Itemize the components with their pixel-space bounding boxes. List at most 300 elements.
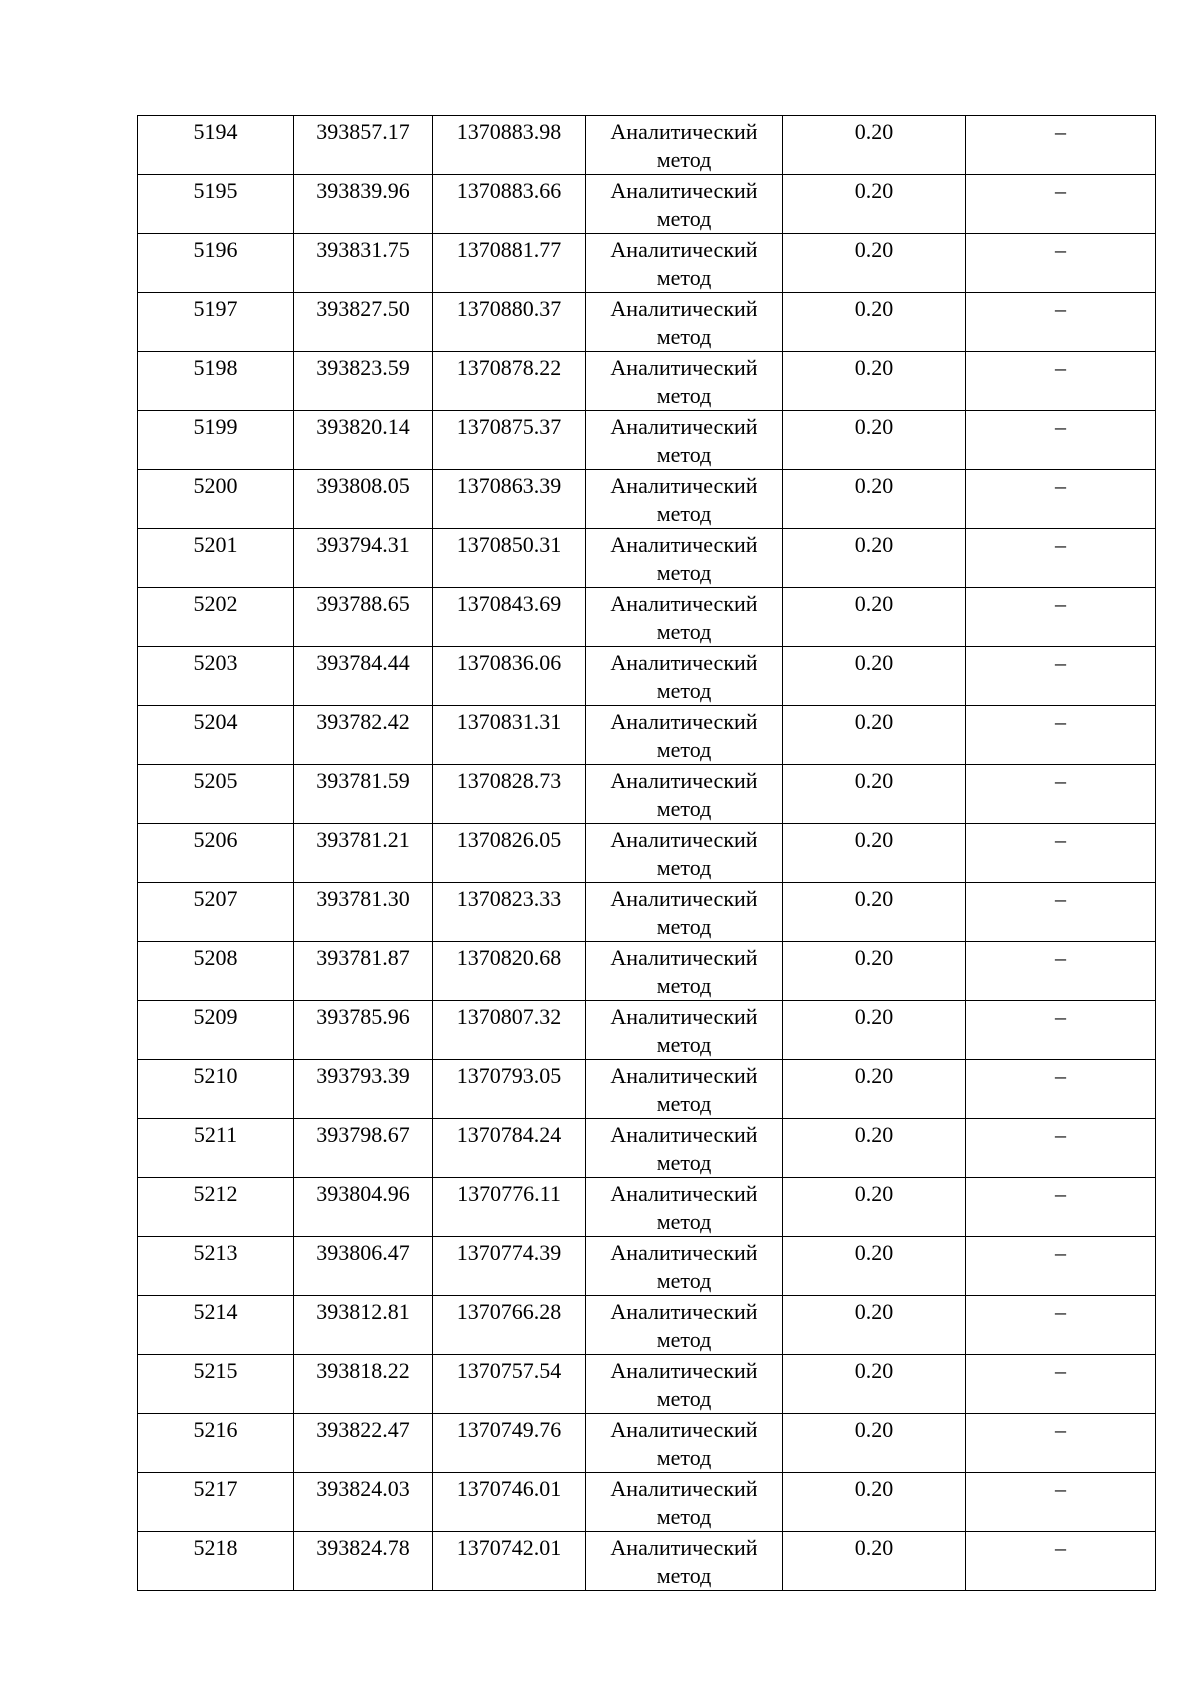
x-coordinate-cell-text: 393794.31 <box>316 532 410 557</box>
method-cell-text: Аналитический метод <box>610 1004 758 1057</box>
note-cell-text: – <box>1055 945 1066 970</box>
note-cell <box>966 883 1156 942</box>
note-cell-text: – <box>1055 532 1066 557</box>
y-coordinate-cell <box>433 116 586 175</box>
y-coordinate-cell <box>433 411 586 470</box>
note-cell-text: – <box>1055 296 1066 321</box>
y-coordinate-cell <box>433 1355 586 1414</box>
accuracy-cell-text: 0.20 <box>854 473 894 498</box>
coordinates-table <box>137 115 1156 1591</box>
table-row <box>138 1355 1156 1414</box>
table-row <box>138 1060 1156 1119</box>
y-coordinate-cell-text: 1370776.11 <box>457 1181 561 1206</box>
y-coordinate-cell <box>433 1237 586 1296</box>
y-coordinate-cell <box>433 588 586 647</box>
method-cell <box>586 293 783 352</box>
method-cell <box>586 1178 783 1237</box>
point-number-cell-text: 5198 <box>193 355 238 380</box>
method-cell <box>586 352 783 411</box>
method-cell-text: Аналитический метод <box>610 1358 758 1411</box>
x-coordinate-cell-text: 393804.96 <box>316 1181 410 1206</box>
x-coordinate-cell <box>294 529 433 588</box>
accuracy-cell-text: 0.20 <box>854 827 894 852</box>
accuracy-cell <box>783 1296 966 1355</box>
note-cell <box>966 1355 1156 1414</box>
accuracy-cell <box>783 1237 966 1296</box>
note-cell <box>966 116 1156 175</box>
y-coordinate-cell-text: 1370823.33 <box>456 886 562 911</box>
table-row <box>138 234 1156 293</box>
method-cell-text: Аналитический метод <box>610 119 758 172</box>
point-number-cell-text: 5194 <box>193 119 238 144</box>
x-coordinate-cell <box>294 1296 433 1355</box>
y-coordinate-cell-text: 1370875.37 <box>456 414 562 439</box>
point-number-cell-text: 5206 <box>193 827 238 852</box>
note-cell <box>966 1001 1156 1060</box>
y-coordinate-cell-text: 1370863.39 <box>456 473 562 498</box>
accuracy-cell-text: 0.20 <box>854 1240 894 1265</box>
table-row <box>138 706 1156 765</box>
y-coordinate-cell <box>433 1178 586 1237</box>
point-number-cell <box>138 1237 294 1296</box>
point-number-cell <box>138 529 294 588</box>
y-coordinate-cell-text: 1370850.31 <box>456 532 562 557</box>
accuracy-cell-text: 0.20 <box>854 945 894 970</box>
accuracy-cell-text: 0.20 <box>854 532 894 557</box>
y-coordinate-cell <box>433 234 586 293</box>
table-row <box>138 1473 1156 1532</box>
accuracy-cell-text: 0.20 <box>854 414 894 439</box>
method-cell-text: Аналитический метод <box>610 1122 758 1175</box>
accuracy-cell <box>783 706 966 765</box>
accuracy-cell <box>783 647 966 706</box>
table-row <box>138 883 1156 942</box>
method-cell-text: Аналитический метод <box>610 1299 758 1352</box>
x-coordinate-cell <box>294 765 433 824</box>
point-number-cell-text: 5211 <box>193 1122 238 1147</box>
method-cell-text: Аналитический метод <box>610 1240 758 1293</box>
y-coordinate-cell-text: 1370880.37 <box>456 296 562 321</box>
method-cell-text: Аналитический метод <box>610 532 758 585</box>
note-cell-text: – <box>1055 1181 1066 1206</box>
x-coordinate-cell <box>294 1532 433 1591</box>
x-coordinate-cell-text: 393788.65 <box>316 591 410 616</box>
note-cell <box>966 411 1156 470</box>
point-number-cell-text: 5209 <box>193 1004 238 1029</box>
y-coordinate-cell-text: 1370878.22 <box>456 355 562 380</box>
y-coordinate-cell <box>433 1296 586 1355</box>
x-coordinate-cell <box>294 883 433 942</box>
method-cell <box>586 1119 783 1178</box>
table-row <box>138 1001 1156 1060</box>
y-coordinate-cell-text: 1370749.76 <box>456 1417 562 1442</box>
point-number-cell <box>138 470 294 529</box>
point-number-cell <box>138 1119 294 1178</box>
point-number-cell-text: 5202 <box>193 591 238 616</box>
x-coordinate-cell-text: 393793.39 <box>316 1063 410 1088</box>
point-number-cell <box>138 706 294 765</box>
accuracy-cell-text: 0.20 <box>854 1358 894 1383</box>
note-cell-text: – <box>1055 1299 1066 1324</box>
method-cell <box>586 1473 783 1532</box>
point-number-cell-text: 5199 <box>193 414 238 439</box>
method-cell-text: Аналитический метод <box>610 650 758 703</box>
x-coordinate-cell-text: 393798.67 <box>316 1122 410 1147</box>
accuracy-cell <box>783 1060 966 1119</box>
point-number-cell-text: 5205 <box>193 768 238 793</box>
method-cell-text: Аналитический метод <box>610 1476 758 1529</box>
method-cell <box>586 116 783 175</box>
method-cell <box>586 1532 783 1591</box>
x-coordinate-cell-text: 393781.87 <box>316 945 410 970</box>
accuracy-cell-text: 0.20 <box>854 355 894 380</box>
y-coordinate-cell <box>433 883 586 942</box>
accuracy-cell <box>783 175 966 234</box>
x-coordinate-cell <box>294 1355 433 1414</box>
accuracy-cell-text: 0.20 <box>854 1476 894 1501</box>
table-row <box>138 293 1156 352</box>
point-number-cell-text: 5200 <box>193 473 238 498</box>
accuracy-cell-text: 0.20 <box>854 1181 894 1206</box>
y-coordinate-cell <box>433 765 586 824</box>
y-coordinate-cell-text: 1370831.31 <box>456 709 562 734</box>
x-coordinate-cell <box>294 1414 433 1473</box>
table-row <box>138 1237 1156 1296</box>
method-cell <box>586 883 783 942</box>
note-cell-text: – <box>1055 1240 1066 1265</box>
x-coordinate-cell <box>294 293 433 352</box>
method-cell <box>586 234 783 293</box>
accuracy-cell-text: 0.20 <box>854 296 894 321</box>
y-coordinate-cell <box>433 942 586 1001</box>
note-cell <box>966 765 1156 824</box>
note-cell <box>966 1414 1156 1473</box>
note-cell <box>966 470 1156 529</box>
point-number-cell <box>138 234 294 293</box>
method-cell <box>586 1355 783 1414</box>
point-number-cell-text: 5217 <box>193 1476 238 1501</box>
note-cell-text: – <box>1055 1535 1066 1560</box>
method-cell <box>586 1414 783 1473</box>
y-coordinate-cell <box>433 1119 586 1178</box>
method-cell-text: Аналитический метод <box>610 414 758 467</box>
note-cell <box>966 1532 1156 1591</box>
y-coordinate-cell <box>433 470 586 529</box>
y-coordinate-cell-text: 1370826.05 <box>456 827 562 852</box>
point-number-cell-text: 5213 <box>193 1240 238 1265</box>
x-coordinate-cell <box>294 1178 433 1237</box>
point-number-cell-text: 5207 <box>193 886 238 911</box>
note-cell-text: – <box>1055 119 1066 144</box>
accuracy-cell <box>783 293 966 352</box>
y-coordinate-cell-text: 1370784.24 <box>456 1122 562 1147</box>
x-coordinate-cell-text: 393781.21 <box>316 827 410 852</box>
table-row <box>138 116 1156 175</box>
note-cell <box>966 588 1156 647</box>
note-cell-text: – <box>1055 1004 1066 1029</box>
method-cell <box>586 765 783 824</box>
method-cell <box>586 529 783 588</box>
x-coordinate-cell-text: 393822.47 <box>316 1417 410 1442</box>
method-cell-text: Аналитический метод <box>610 886 758 939</box>
note-cell <box>966 1237 1156 1296</box>
note-cell-text: – <box>1055 414 1066 439</box>
table-row <box>138 1414 1156 1473</box>
accuracy-cell <box>783 1001 966 1060</box>
method-cell <box>586 588 783 647</box>
point-number-cell-text: 5218 <box>193 1535 238 1560</box>
point-number-cell-text: 5215 <box>193 1358 238 1383</box>
note-cell <box>966 1060 1156 1119</box>
accuracy-cell <box>783 588 966 647</box>
method-cell-text: Аналитический метод <box>610 945 758 998</box>
point-number-cell <box>138 1473 294 1532</box>
y-coordinate-cell-text: 1370836.06 <box>456 650 562 675</box>
accuracy-cell <box>783 1178 966 1237</box>
x-coordinate-cell-text: 393827.50 <box>316 296 410 321</box>
accuracy-cell <box>783 529 966 588</box>
y-coordinate-cell-text: 1370807.32 <box>456 1004 562 1029</box>
point-number-cell <box>138 411 294 470</box>
y-coordinate-cell-text: 1370843.69 <box>456 591 562 616</box>
accuracy-cell <box>783 1414 966 1473</box>
y-coordinate-cell <box>433 1414 586 1473</box>
point-number-cell-text: 5204 <box>193 709 238 734</box>
accuracy-cell-text: 0.20 <box>854 1535 894 1560</box>
y-coordinate-cell-text: 1370746.01 <box>456 1476 562 1501</box>
point-number-cell <box>138 1296 294 1355</box>
note-cell-text: – <box>1055 237 1066 262</box>
method-cell <box>586 1001 783 1060</box>
accuracy-cell-text: 0.20 <box>854 1299 894 1324</box>
accuracy-cell <box>783 1532 966 1591</box>
point-number-cell-text: 5203 <box>193 650 238 675</box>
y-coordinate-cell <box>433 647 586 706</box>
method-cell-text: Аналитический метод <box>610 1063 758 1116</box>
note-cell-text: – <box>1055 1122 1066 1147</box>
x-coordinate-cell-text: 393784.44 <box>316 650 410 675</box>
x-coordinate-cell-text: 393785.96 <box>316 1004 410 1029</box>
note-cell-text: – <box>1055 178 1066 203</box>
x-coordinate-cell-text: 393782.42 <box>316 709 410 734</box>
y-coordinate-cell-text: 1370757.54 <box>456 1358 562 1383</box>
x-coordinate-cell-text: 393831.75 <box>316 237 410 262</box>
method-cell <box>586 175 783 234</box>
accuracy-cell <box>783 234 966 293</box>
note-cell <box>966 175 1156 234</box>
accuracy-cell <box>783 1355 966 1414</box>
method-cell <box>586 1296 783 1355</box>
note-cell-text: – <box>1055 886 1066 911</box>
table-row <box>138 529 1156 588</box>
accuracy-cell <box>783 824 966 883</box>
x-coordinate-cell-text: 393781.59 <box>316 768 410 793</box>
method-cell <box>586 1237 783 1296</box>
y-coordinate-cell <box>433 1060 586 1119</box>
accuracy-cell <box>783 411 966 470</box>
accuracy-cell-text: 0.20 <box>854 178 894 203</box>
note-cell <box>966 352 1156 411</box>
note-cell <box>966 942 1156 1001</box>
note-cell <box>966 1473 1156 1532</box>
accuracy-cell-text: 0.20 <box>854 886 894 911</box>
x-coordinate-cell <box>294 1237 433 1296</box>
y-coordinate-cell <box>433 1001 586 1060</box>
note-cell-text: – <box>1055 1063 1066 1088</box>
method-cell <box>586 411 783 470</box>
method-cell-text: Аналитический метод <box>610 827 758 880</box>
method-cell-text: Аналитический метод <box>610 355 758 408</box>
table-body <box>138 116 1156 1591</box>
method-cell-text: Аналитический метод <box>610 1181 758 1234</box>
point-number-cell <box>138 116 294 175</box>
x-coordinate-cell <box>294 1119 433 1178</box>
point-number-cell <box>138 1532 294 1591</box>
x-coordinate-cell <box>294 1001 433 1060</box>
note-cell-text: – <box>1055 827 1066 852</box>
y-coordinate-cell-text: 1370881.77 <box>456 237 562 262</box>
x-coordinate-cell <box>294 1473 433 1532</box>
accuracy-cell <box>783 1119 966 1178</box>
x-coordinate-cell <box>294 175 433 234</box>
x-coordinate-cell <box>294 234 433 293</box>
note-cell <box>966 293 1156 352</box>
note-cell <box>966 1119 1156 1178</box>
table-row <box>138 942 1156 1001</box>
note-cell-text: – <box>1055 355 1066 380</box>
x-coordinate-cell <box>294 1060 433 1119</box>
method-cell <box>586 706 783 765</box>
accuracy-cell <box>783 883 966 942</box>
method-cell-text: Аналитический метод <box>610 1535 758 1588</box>
point-number-cell <box>138 1355 294 1414</box>
note-cell-text: – <box>1055 591 1066 616</box>
x-coordinate-cell <box>294 588 433 647</box>
x-coordinate-cell-text: 393823.59 <box>316 355 410 380</box>
x-coordinate-cell <box>294 470 433 529</box>
point-number-cell <box>138 883 294 942</box>
y-coordinate-cell <box>433 293 586 352</box>
accuracy-cell-text: 0.20 <box>854 1122 894 1147</box>
point-number-cell-text: 5208 <box>193 945 238 970</box>
note-cell <box>966 529 1156 588</box>
table-row <box>138 1178 1156 1237</box>
point-number-cell-text: 5201 <box>193 532 238 557</box>
y-coordinate-cell-text: 1370766.28 <box>456 1299 562 1324</box>
point-number-cell-text: 5195 <box>193 178 238 203</box>
method-cell-text: Аналитический метод <box>610 296 758 349</box>
x-coordinate-cell-text: 393857.17 <box>316 119 410 144</box>
y-coordinate-cell-text: 1370774.39 <box>456 1240 562 1265</box>
point-number-cell <box>138 942 294 1001</box>
point-number-cell-text: 5214 <box>193 1299 238 1324</box>
y-coordinate-cell-text: 1370820.68 <box>456 945 562 970</box>
table-row <box>138 352 1156 411</box>
point-number-cell-text: 5196 <box>193 237 238 262</box>
x-coordinate-cell-text: 393781.30 <box>316 886 410 911</box>
x-coordinate-cell <box>294 824 433 883</box>
y-coordinate-cell-text: 1370793.05 <box>456 1063 562 1088</box>
point-number-cell <box>138 1060 294 1119</box>
note-cell <box>966 824 1156 883</box>
note-cell-text: – <box>1055 1358 1066 1383</box>
point-number-cell <box>138 1178 294 1237</box>
table-row <box>138 470 1156 529</box>
y-coordinate-cell <box>433 706 586 765</box>
accuracy-cell-text: 0.20 <box>854 1063 894 1088</box>
accuracy-cell <box>783 1473 966 1532</box>
method-cell <box>586 470 783 529</box>
accuracy-cell <box>783 470 966 529</box>
point-number-cell <box>138 588 294 647</box>
table-row <box>138 588 1156 647</box>
point-number-cell <box>138 1414 294 1473</box>
note-cell <box>966 1178 1156 1237</box>
y-coordinate-cell-text: 1370828.73 <box>456 768 562 793</box>
point-number-cell-text: 5216 <box>193 1417 238 1442</box>
x-coordinate-cell <box>294 116 433 175</box>
point-number-cell <box>138 765 294 824</box>
accuracy-cell <box>783 116 966 175</box>
x-coordinate-cell-text: 393812.81 <box>316 1299 410 1324</box>
note-cell-text: – <box>1055 709 1066 734</box>
method-cell-text: Аналитический метод <box>610 591 758 644</box>
x-coordinate-cell-text: 393824.03 <box>316 1476 410 1501</box>
point-number-cell <box>138 647 294 706</box>
note-cell <box>966 234 1156 293</box>
accuracy-cell <box>783 942 966 1001</box>
point-number-cell <box>138 824 294 883</box>
method-cell-text: Аналитический метод <box>610 1417 758 1470</box>
x-coordinate-cell <box>294 352 433 411</box>
accuracy-cell-text: 0.20 <box>854 768 894 793</box>
x-coordinate-cell-text: 393818.22 <box>316 1358 410 1383</box>
table-row <box>138 1296 1156 1355</box>
accuracy-cell-text: 0.20 <box>854 650 894 675</box>
x-coordinate-cell <box>294 706 433 765</box>
y-coordinate-cell-text: 1370883.66 <box>456 178 562 203</box>
y-coordinate-cell-text: 1370742.01 <box>456 1535 562 1560</box>
table-row <box>138 411 1156 470</box>
accuracy-cell-text: 0.20 <box>854 119 894 144</box>
method-cell-text: Аналитический метод <box>610 768 758 821</box>
accuracy-cell <box>783 352 966 411</box>
method-cell-text: Аналитический метод <box>610 473 758 526</box>
point-number-cell <box>138 1001 294 1060</box>
point-number-cell <box>138 352 294 411</box>
table-row <box>138 765 1156 824</box>
method-cell <box>586 1060 783 1119</box>
y-coordinate-cell <box>433 175 586 234</box>
y-coordinate-cell-text: 1370883.98 <box>456 119 562 144</box>
x-coordinate-cell-text: 393808.05 <box>316 473 410 498</box>
point-number-cell-text: 5197 <box>193 296 238 321</box>
y-coordinate-cell <box>433 529 586 588</box>
table-row <box>138 647 1156 706</box>
table-row <box>138 1119 1156 1178</box>
x-coordinate-cell-text: 393806.47 <box>316 1240 410 1265</box>
point-number-cell-text: 5212 <box>193 1181 238 1206</box>
method-cell-text: Аналитический метод <box>610 237 758 290</box>
accuracy-cell-text: 0.20 <box>854 1417 894 1442</box>
point-number-cell-text: 5210 <box>193 1063 238 1088</box>
note-cell-text: – <box>1055 473 1066 498</box>
x-coordinate-cell-text: 393824.78 <box>316 1535 410 1560</box>
note-cell <box>966 647 1156 706</box>
accuracy-cell <box>783 765 966 824</box>
method-cell <box>586 942 783 1001</box>
y-coordinate-cell <box>433 352 586 411</box>
